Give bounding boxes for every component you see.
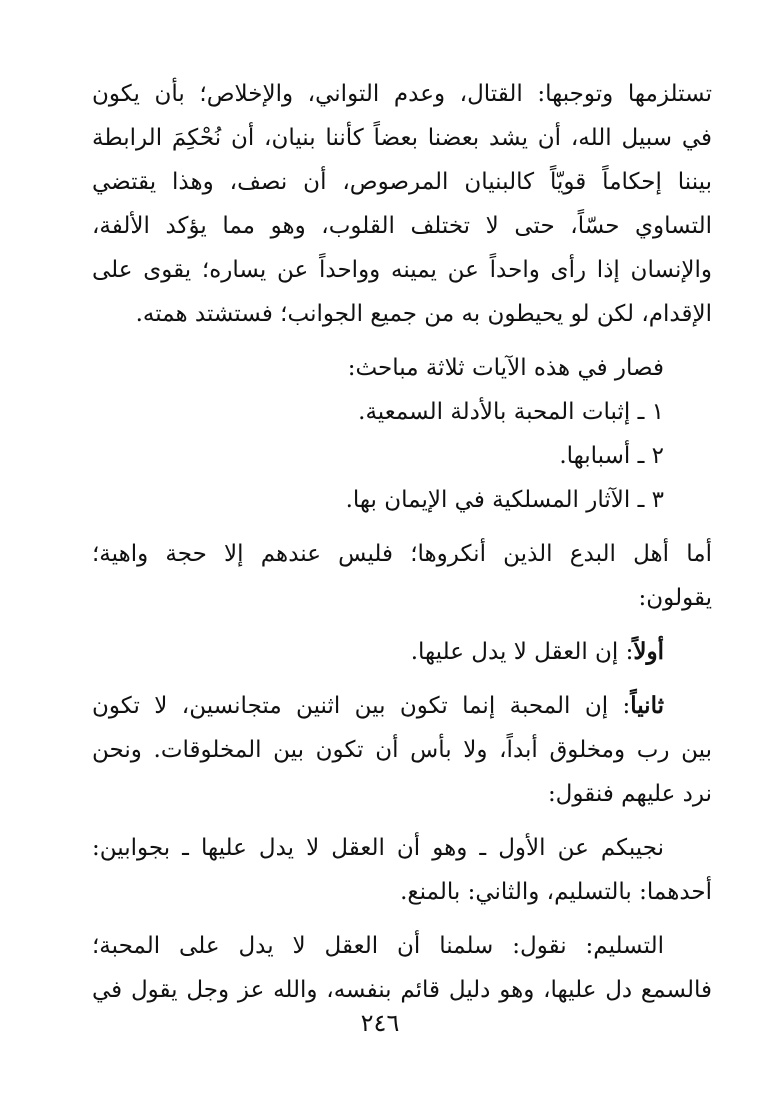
- paragraph-line: نجيبكم عن الأول ـ وهو أن العقل لا يدل عليها ـ بجوابين:: [92, 835, 664, 861]
- second-argument-label: ثانياً: [630, 692, 664, 719]
- paragraph-line: التساوي حسّاً، حتى لا تختلف القلوب، وهو مما يؤكد الألفة،: [92, 213, 712, 239]
- first-argument-text: : إن العقل لا يدل عليها.: [410, 639, 634, 665]
- paragraph-line: نرد عليهم فنقول:: [547, 781, 712, 807]
- innovators-paragraph: [92, 532, 712, 620]
- topic-list-item: ٣ ـ الآثار المسلكية في الإيمان بها.: [345, 487, 664, 513]
- paragraph-line: في سبيل الله، أن يشد بعضنا بعضاً كأننا بنيان، أن نُحْكِمَ الرابطة: [92, 125, 712, 151]
- first-argument-label: أولاً: [633, 638, 664, 665]
- second-argument: [92, 684, 712, 816]
- topics-intro: فصار في هذه الآيات ثلاثة مباحث:: [347, 355, 664, 381]
- paragraph-line: بين رب ومخلوق أبداً، ولا بأس أن تكون بين المخلوقات. ونحن: [92, 737, 712, 763]
- paragraph-line: بيننا إحكاماً قويّاً كالبنيان المرصوص، أن نصف، وهذا يقتضي: [92, 169, 712, 195]
- paragraph-line: أحدهما: بالتسليم، والثاني: بالمنع.: [400, 879, 712, 905]
- topic-list-item: ١ ـ إثبات المحبة بالأدلة السمعية.: [358, 399, 664, 425]
- paragraph-line: والإنسان إذا رأى واحداً عن يمينه وواحداً عن يساره؛ يقوى على: [92, 257, 712, 283]
- second-argument-text: : إن المحبة إنما تكون بين اثنين متجانسين، لا تكون: [92, 693, 631, 719]
- paragraph-line: أما أهل البدع الذين أنكروها؛ فليس عندهم إلا حجة واهية؛: [92, 541, 712, 567]
- page-body-text: [92, 72, 712, 1012]
- paragraph-line: يقولون:: [638, 585, 712, 611]
- first-argument: [92, 630, 712, 674]
- paragraph-line: فالسمع دل عليها، وهو دليل قائم بنفسه، والله عز وجل يقول في: [92, 977, 712, 1003]
- topic-list-item: ٢ ـ أسبابها.: [559, 443, 664, 469]
- paragraph-line: التسليم: نقول: سلمنا أن العقل لا يدل على المحبة؛: [92, 933, 664, 959]
- paragraph-line: الإقدام، لكن لو يحيطون به من جميع الجوانب؛ فستشتد همته.: [135, 301, 712, 327]
- answer-paragraph: [92, 826, 712, 914]
- concession-paragraph: [92, 924, 712, 1012]
- paragraph-continuation: [92, 72, 712, 336]
- page-number: ٢٤٦: [360, 1009, 400, 1037]
- paragraph-line: [92, 684, 712, 728]
- paragraph-line: تستلزمها وتوجبها: القتال، وعدم التواني، والإخلاص؛ بأن يكون: [92, 81, 712, 107]
